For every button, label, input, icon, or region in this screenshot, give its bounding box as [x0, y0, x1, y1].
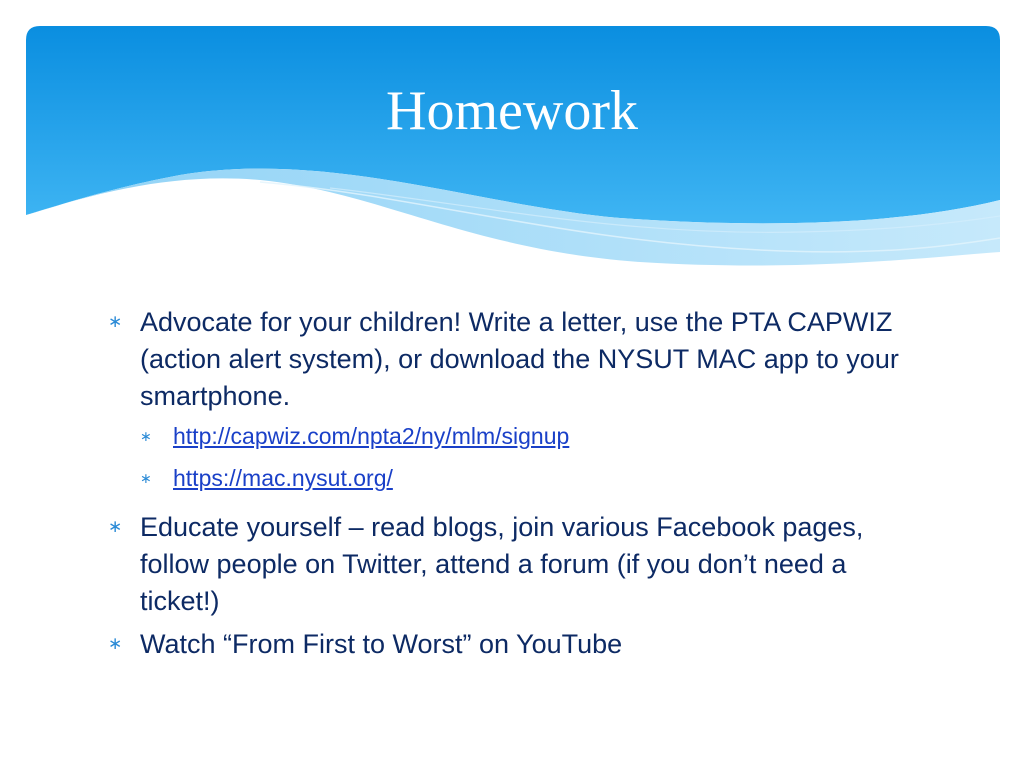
capwiz-signup-link[interactable]: http://capwiz.com/npta2/ny/mlm/signup [173, 423, 570, 449]
bullet-asterisk-icon: ∗ [108, 312, 123, 331]
slide-content [108, 304, 908, 669]
sub-bullet-list [140, 419, 908, 503]
nysut-mac-link[interactable]: https://mac.nysut.org/ [173, 465, 393, 491]
bullet-text: Advocate for your children! Write a letter, use the PTA CAPWIZ (action alert system), or download the NYSUT MAC app to your smartphone. [140, 307, 899, 411]
sub-bullet-item [140, 419, 908, 461]
bullet-item [108, 304, 908, 503]
bullet-text: Educate yourself – read blogs, join various Facebook pages, follow people on Twitter, attend a forum (if you don’t need a ticket!) [140, 512, 864, 616]
bullet-list [108, 304, 908, 663]
header-wave-background [0, 0, 1024, 300]
sub-bullet-item [140, 461, 908, 503]
bullet-asterisk-icon: ∗ [108, 517, 123, 536]
bullet-asterisk-icon: ∗ [140, 470, 152, 486]
slide-title: Homework [386, 80, 638, 142]
bullet-item [108, 509, 908, 620]
bullet-item [108, 626, 908, 663]
bullet-asterisk-icon: ∗ [140, 428, 152, 444]
bullet-asterisk-icon: ∗ [108, 634, 123, 653]
bullet-text: Watch “From First to Worst” on YouTube [140, 629, 623, 659]
